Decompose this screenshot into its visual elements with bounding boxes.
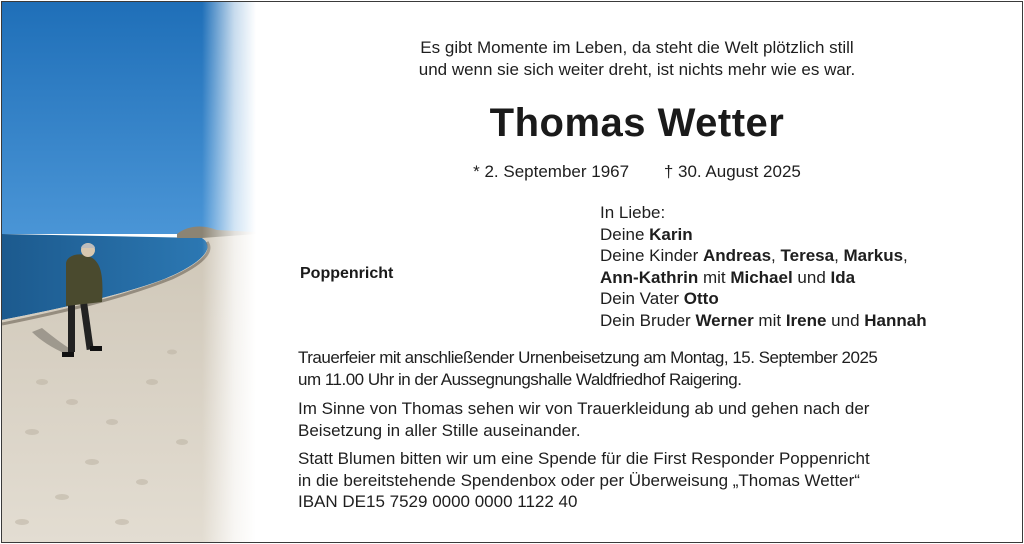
funeral-info: Trauerfeier mit anschließender Urnenbeisetzung am Montag, 15. September 2025 um 11.00 Uhr in der Aussegnungshalle Waldfriedhof Raigering. [298,348,878,389]
mourner-name: Hannah [864,310,927,330]
obituary-card [1,1,1023,543]
mourner-name: Werner [695,310,754,330]
mourner-name: Karin [649,224,693,244]
mourner-line: Deine Kinder Andreas, Teresa, Markus, [600,246,908,265]
mourner-name: Andreas [703,246,772,265]
mourners-list [600,202,927,331]
death-date: † 30. August 2025 [663,162,801,181]
mourner-name: Ida [830,267,856,287]
place-name: Poppenricht [300,265,394,282]
mourner-line: Ann-Kathrin mit Michael und Ida [600,267,856,287]
attire-request: Im Sinne von Thomas sehen wir von Trauerkleidung ab und gehen nach der Beisetzung in aller Stille auseinander. [298,399,870,440]
donation-info: Statt Blumen bitten wir um eine Spende für die First Responder Poppenricht in die bereitstehende Spendenbox oder per Überweisung „Thomas Wetter“ IBAN DE15 7529 0000 0000 1122 40 [298,449,870,511]
motto-line: und wenn sie sich weiter dreht, ist nichts mehr wie es war. [418,60,856,79]
motto-quote [332,37,942,81]
mourner-name: Markus [843,246,904,265]
life-dates [332,162,942,182]
birth-date: * 2. September 1967 [473,162,630,181]
mourner-line: Dein Vater Otto [600,289,719,308]
mourner-name: Teresa [780,246,835,265]
deceased-name: Thomas Wetter [489,101,785,145]
motto-line: Es gibt Momente im Leben, da steht die Welt plötzlich still [420,38,854,57]
mourner-name: Irene [785,310,827,330]
beach-photo [2,2,256,542]
photo-fade [202,2,256,542]
mourner-name: Otto [683,289,719,308]
mourners-intro: In Liebe: [600,203,666,222]
mourner-name: Ann-Kathrin [600,267,699,287]
mourner-line: Deine Karin [600,224,693,244]
iban: IBAN DE15 7529 0000 0000 1122 40 [298,492,578,511]
mourner-name: Michael [730,267,793,287]
mourner-line: Dein Bruder Werner mit Irene und Hannah [600,310,927,330]
